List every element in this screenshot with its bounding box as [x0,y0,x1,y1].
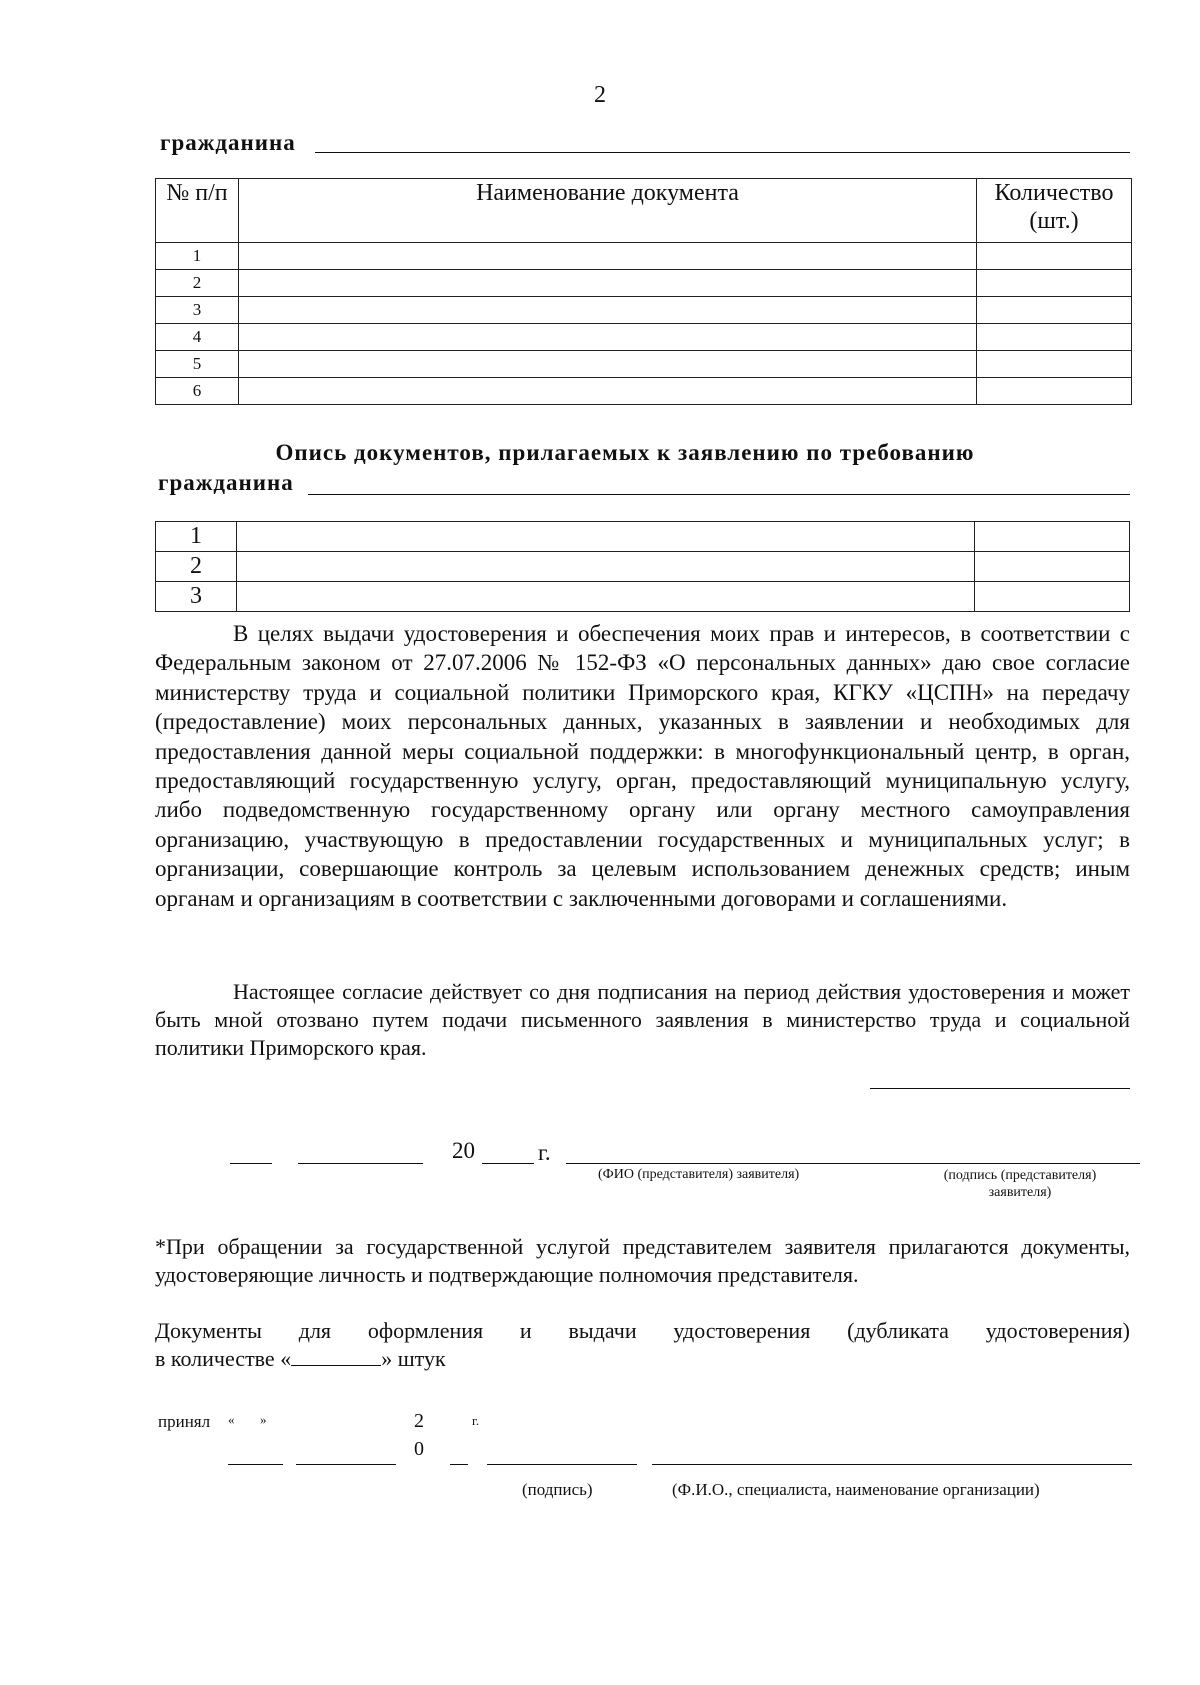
page-number: 2 [594,82,606,108]
year-suffix: г. [538,1140,551,1165]
document-qty-cell[interactable] [977,378,1132,405]
accepted-fio-line[interactable] [652,1464,1132,1465]
document-name-cell[interactable] [239,324,977,351]
accepted-year-field[interactable] [450,1464,468,1465]
document-qty-cell[interactable] [977,297,1132,324]
document-qty-cell[interactable] [975,552,1130,582]
quantity-field[interactable] [291,1345,381,1366]
year-prefix: 20 [452,1138,475,1163]
table-row [156,582,1130,612]
document-name-cell[interactable] [237,582,975,612]
col-qty-header: Количество (шт.) [977,179,1132,243]
representative-note: *При обращении за государственной услугой представителем заявителя прилагаются документы, удостоверяющие личность и подтверждающие полномочия представителя. [155,1234,1130,1287]
consent-paragraph-2: Настоящее согласие действует со дня подписания на период действия удостоверения и может быть мной отозвано путем подачи письменного заявления в министерство труда и социальной политики Приморского края. [155,979,1130,1060]
document-name-cell[interactable] [239,243,977,270]
document-name-cell[interactable] [239,297,977,324]
accepted-signature-line[interactable] [487,1464,637,1465]
sign-caption-line2: заявителя) [988,1185,1052,1200]
document-qty-cell[interactable] [975,522,1130,552]
accepted-month-field[interactable] [296,1464,396,1465]
document-name-cell[interactable] [239,351,977,378]
row-number: 1 [156,522,237,552]
document-name-cell[interactable] [239,378,977,405]
documents-line-2 [155,1345,446,1373]
consent-paragraph-1: В целях выдачи удостоверения и обеспечения моих прав и интересов, в соответствии с Федеральным законом от 27.07.2006 № 152-ФЗ «О персональных данных» даю свое согласие министерству труда и социальной политики Приморского края, КГКУ «ЦСПН» на передачу (предоставление) моих персональных данных, указанных в заявлении и необходимых для предоставления данной меры социальной поддержки: в многофункциональный центр, в орган, предоставляющий государственную услугу, орган, предоставляющий муниципальную услугу, либо подведомственную государственному органу или органу местного самоуправления организацию, участвующую в предоставлении государственных и муниципальных услуг; в организации, совершающие контроль за целевым использованием денежных средств; иным органам и организациям в соответствии с заключенными договорами и соглашениями. [155,621,1130,911]
row-number: 3 [156,582,237,612]
year-field[interactable] [482,1163,534,1164]
col-num-header: № п/п [156,179,239,243]
accepted-day-field[interactable] [228,1464,283,1465]
sign-caption [900,1167,1140,1201]
signature-line-top[interactable] [870,1088,1130,1089]
document-qty-cell[interactable] [977,324,1132,351]
table-row [156,297,1132,324]
sign-caption-line1: (подпись (представителя) [943,1168,1097,1183]
day-field[interactable] [230,1163,272,1164]
year-digit-0: 0 [414,1438,424,1460]
inventory-title: Опись документов, прилагаемых к заявлению по требованию [275,440,975,465]
consent-text [155,619,1130,913]
row-number: 5 [156,351,239,378]
row-number: 2 [156,270,239,297]
quantity-prefix: в количестве « [155,1346,292,1371]
year-digit-2: 2 [414,1410,424,1432]
document-qty-cell[interactable] [977,243,1132,270]
accepted-year-suffix: г. [472,1413,480,1428]
quote-open: « [228,1412,235,1427]
row-number: 3 [156,297,239,324]
row-number: 2 [156,552,237,582]
document-name-cell[interactable] [237,522,975,552]
citizen-label: гражданина [160,130,296,155]
table-row [156,270,1132,297]
accepted-sign-caption: (подпись) [522,1480,593,1499]
inventory-table [155,521,1130,612]
col-name-header: Наименование документа [239,179,977,243]
row-number: 6 [156,378,239,405]
fio-caption: (ФИО (представителя) заявителя) [598,1167,800,1182]
row-number: 4 [156,324,239,351]
table-row [156,552,1130,582]
quote-close: » [260,1412,267,1427]
row-number: 1 [156,243,239,270]
table-row [156,351,1132,378]
consent-validity [155,978,1130,1062]
table-row [156,378,1132,405]
document-qty-cell[interactable] [977,270,1132,297]
document-name-cell[interactable] [237,552,975,582]
table-row [156,522,1130,552]
document-name-cell[interactable] [239,270,977,297]
citizen-label-2: гражданина [158,470,294,495]
table-row [156,324,1132,351]
month-field[interactable] [298,1163,423,1164]
table-row [156,243,1132,270]
accepted-label: принял [158,1412,211,1431]
citizen-name-line-2[interactable] [308,494,1130,495]
document-qty-cell[interactable] [975,582,1130,612]
quantity-suffix: » штук [381,1346,446,1371]
document-qty-cell[interactable] [977,351,1132,378]
fio-signature-line[interactable] [566,1163,1140,1164]
documents-table [155,178,1132,405]
citizen-name-line[interactable] [315,152,1130,153]
accepted-fio-caption: (Ф.И.О., специалиста, наименование организации) [672,1480,1040,1499]
documents-line-1: Документы для оформления и выдачи удостоверения (дубликата удостоверения) [155,1318,1130,1343]
